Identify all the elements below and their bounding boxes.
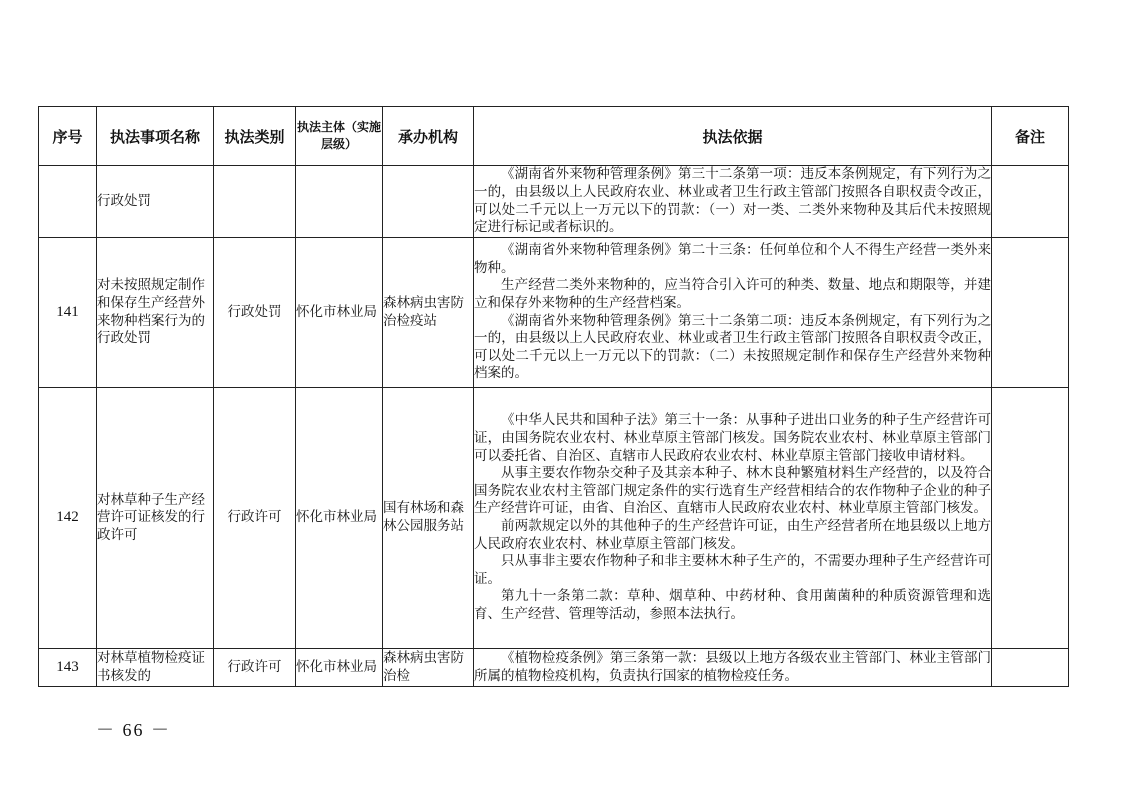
type-cell: 行政许可 [214, 649, 296, 687]
header-agency: 承办机构 [383, 107, 474, 166]
basis-cell [474, 388, 992, 649]
name-cell: 行政处罚 [97, 166, 214, 238]
enforcement-table [38, 106, 1069, 687]
agency-cell: 国有林场和森林公园服务站 [383, 388, 474, 649]
header-row [39, 107, 1069, 166]
basis-paragraph: 《湖南省外来物种管理条例》第三十二条第二项：违反本条例规定，有下列行为之一的，由县级以上人民政府农业、林业或者卫生行政主管部门按照各自职权责令改正，可以处二千元以上一万元以下的罚款：（二）未按照规定制作和保存生产经营外来物种档案的。 [474, 312, 991, 382]
basis-paragraph: 前两款规定以外的其他种子的生产经营许可证，由生产经营者所在地县级以上地方人民政府农业农村、林业草原主管部门核发。 [474, 518, 991, 552]
type-cell: 行政处罚 [214, 238, 296, 388]
header-type: 执法类别 [214, 107, 296, 166]
subject-cell: 怀化市林业局 [296, 238, 383, 388]
agency-cell [383, 166, 474, 238]
table-row [39, 649, 1069, 687]
basis-paragraph: 第九十一条第二款：草种、烟草种、中药材种、食用菌菌种的种质资源管理和选育、生产经营、管理等活动，参照本法执行。 [474, 588, 991, 622]
subject-cell: 怀化市林业局 [296, 649, 383, 687]
basis-paragraph: 只从事非主要农作物种子和非主要林木种子生产的，不需要办理种子生产经营许可证。 [474, 553, 991, 587]
basis-paragraph: 《湖南省外来物种管理条例》第二十三条：任何单位和个人不得生产经营一类外来物种。 [474, 242, 991, 276]
subject-cell: 怀化市林业局 [296, 388, 383, 649]
basis-paragraph: 《中华人民共和国种子法》第三十一条：从事种子进出口业务的种子生产经营许可证，由国务院农业农村、林业草原主管部门核发。国务院农业农村、林业草原主管部门可以委托省、自治区、直辖市人民政府农业农村、林业草原主管部门接收申请材料。 [474, 412, 991, 464]
basis-cell [474, 238, 992, 388]
seq-cell: 143 [39, 649, 97, 687]
table-row [39, 388, 1069, 649]
basis-cell [474, 649, 992, 687]
remark-cell [992, 388, 1069, 649]
header-subject: 执法主体（实施层级） [296, 107, 383, 166]
seq-cell [39, 166, 97, 238]
header-basis: 执法依据 [474, 107, 992, 166]
name-cell: 对未按照规定制作和保存生产经营外来物种档案行为的行政处罚 [97, 238, 214, 388]
header-seq: 序号 [39, 107, 97, 166]
type-cell: 行政许可 [214, 388, 296, 649]
type-cell [214, 166, 296, 238]
table-row [39, 238, 1069, 388]
remark-cell [992, 238, 1069, 388]
basis-paragraph: 《湖南省外来物种管理条例》第三十二条第一项：违反本条例规定，有下列行为之一的，由县级以上人民政府农业、林业或者卫生行政主管部门按照各自职权责令改正，可以处二千元以上一万元以下的罚款：（一）对一类、二类外来物种及其后代未按照规定进行标记或者标识的。 [474, 166, 991, 236]
page-number: － 66 － [96, 720, 171, 740]
name-cell: 对林草种子生产经营许可证核发的行政许可 [97, 388, 214, 649]
basis-paragraph: 生产经营二类外来物种的，应当符合引入许可的种类、数量、地点和期限等，并建立和保存外来物种的生产经营档案。 [474, 277, 991, 311]
name-cell: 对林草植物检疫证书核发的 [97, 649, 214, 687]
basis-paragraph: 从事主要农作物杂交种子及其亲本种子、林木良种繁殖材料生产经营的，以及符合国务院农业农村主管部门规定条件的实行选育生产经营相结合的农作物种子企业的种子生产经营许可证，由省、自治区、直辖市人民政府农业农村、林业草原主管部门核发。 [474, 465, 991, 517]
seq-cell: 141 [39, 238, 97, 388]
agency-cell: 森林病虫害防治检疫站 [383, 238, 474, 388]
remark-cell [992, 649, 1069, 687]
subject-cell [296, 166, 383, 238]
table-row [39, 166, 1069, 238]
seq-cell: 142 [39, 388, 97, 649]
remark-cell [992, 166, 1069, 238]
basis-cell [474, 166, 992, 238]
basis-paragraph: 《植物检疫条例》第三条第一款：县级以上地方各级农业主管部门、林业主管部门所属的植物检疫机构，负责执行国家的植物检疫任务。 [474, 649, 991, 684]
header-remark: 备注 [992, 107, 1069, 166]
header-name: 执法事项名称 [97, 107, 214, 166]
agency-cell: 森林病虫害防治检 [383, 649, 474, 687]
